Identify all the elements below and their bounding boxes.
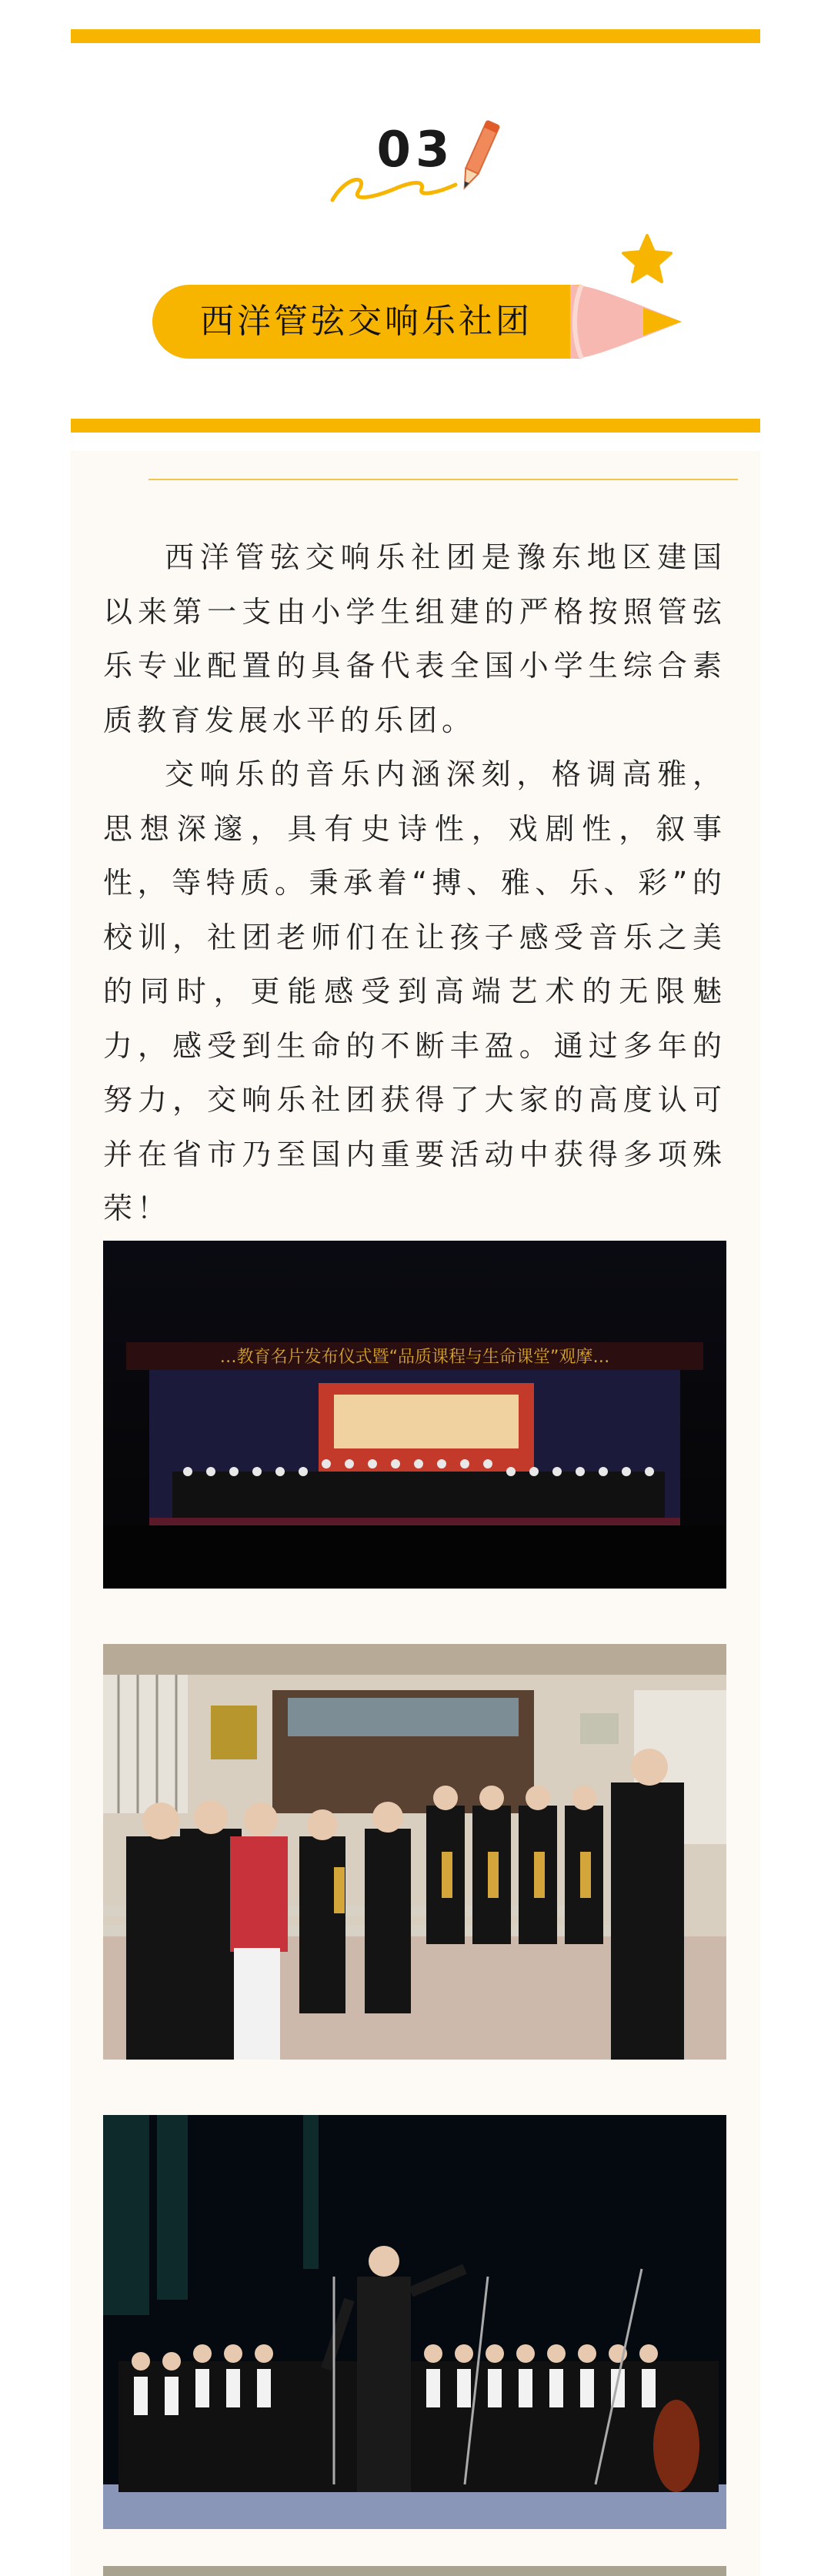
paragraph-details: 交响乐的音乐内涵深刻，格调高雅，思想深邃，具有史诗性，戏剧性，叙事性，等特质。秉承着“搏、雅、乐、彩”的校训，社团老师们在让孩子感受音乐之美的同时，更能感受到高端艺术的无限魅力，感受到生命的不断丰盈。通过多年的努力，交响乐社团获得了大家的高度认可并在省市乃至国内重要活动中获得多项殊荣！ xyxy=(103,757,726,1225)
stage-banner-text: …教育名片发布仪式暨“品质课程与生命课堂”观摩… xyxy=(219,1348,610,1367)
photo-band-outdoor xyxy=(103,1644,726,2060)
pencil-icon xyxy=(456,114,502,199)
paragraph-intro: 西洋管弦交响乐社团是豫东地区建国以来第一支由小学生组建的严格按照管弦乐专业配置的具备代表全国小学生综合素质教育发展水平的乐团。 xyxy=(103,540,726,737)
section-title: 西洋管弦交响乐社团 xyxy=(200,302,532,341)
section-number: 03 xyxy=(376,122,455,179)
star-icon xyxy=(620,232,674,286)
middle-accent-bar xyxy=(71,419,760,433)
photo-partial xyxy=(103,2566,726,2576)
photo-orchestra-conductor xyxy=(103,2115,726,2529)
photo-stage-concert xyxy=(103,1241,726,1589)
divider-line xyxy=(149,479,738,480)
top-accent-bar xyxy=(71,29,760,43)
